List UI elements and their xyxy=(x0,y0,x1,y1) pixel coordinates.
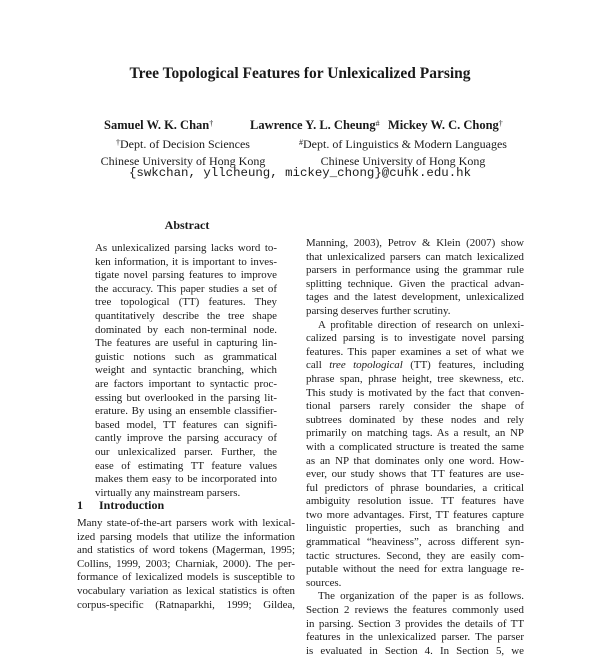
body-line: parsing deserves further scrutiny. xyxy=(306,304,451,317)
abstract-line: The features are useful in capturing lin- xyxy=(95,337,277,350)
right-column-body xyxy=(306,237,524,658)
body-line: ambiguity resolution issue. TT features have xyxy=(306,495,524,508)
author-3-mark: † xyxy=(498,119,503,128)
body-line: with a complicated structure is treated the same xyxy=(306,440,524,453)
affiliation-2-dept xyxy=(288,137,518,154)
body-line: grammatical “heaviness”, across different syn- xyxy=(306,536,524,549)
author-2 xyxy=(250,116,380,136)
body-line: subtrees dominated by these nodes and rely xyxy=(306,413,524,426)
affiliation-2 xyxy=(288,137,518,169)
abstract-line: makes them easy to be incorporated into xyxy=(95,473,277,486)
author-line xyxy=(0,116,600,134)
body-line: ever, our study shows that TT features are use- xyxy=(306,468,524,481)
abstract-line: virtually any mainstream parsers. xyxy=(95,486,241,499)
body-line: putable without the need for extra language re- xyxy=(306,563,524,576)
author-1-name: Samuel W. K. Chan xyxy=(104,118,210,132)
author-2-name: Lawrence Y. L. Cheung xyxy=(250,118,376,132)
abstract-line: based model, TT features can signifi- xyxy=(95,418,277,431)
intro-line: Many state-of-the-art parsers work with lexical- xyxy=(77,517,295,529)
body-line: sources. xyxy=(306,576,342,589)
body-line: is evaluated in Section 4. In Section 5, we xyxy=(306,644,524,657)
body-line: two more advantages. First, TT features capture xyxy=(306,508,524,521)
abstract-line: tree topological (TT) features. They xyxy=(95,296,277,309)
abstract-heading: Abstract xyxy=(164,218,210,232)
section-title: Introduction xyxy=(99,498,165,512)
section-number: 1 xyxy=(77,498,83,512)
author-email: {swkchan, yllcheung, mickey_chong}@cuhk.edu.hk xyxy=(128,166,472,180)
body-line: splitting technique. Given the practical advan- xyxy=(306,277,524,290)
abstract-line: cantly improve the parsing accuracy of xyxy=(95,432,277,445)
affiliation-1 xyxy=(98,137,268,169)
intro-line: ized parsing models that utilize the information xyxy=(77,530,295,543)
abstract-line: the accuracy. This paper studies a set of xyxy=(95,282,277,295)
body-line: This study is motivated by the fact that conven- xyxy=(306,386,524,399)
term-tree-topological: tree topological xyxy=(329,359,403,372)
affiliation-1-mark: † xyxy=(116,138,121,147)
body-line: phrase span, phrase height, tree skewness, etc. xyxy=(306,372,524,385)
abstract-line: dominated by each non-terminal node. xyxy=(95,323,277,336)
body-line xyxy=(306,359,524,373)
body-line: linguistic properties, such as branching and xyxy=(306,522,524,535)
author-3 xyxy=(388,116,503,136)
abstract-line: ken information, it is important to inves- xyxy=(95,255,277,268)
body-line: that unlexicalized parsers can match lexicalized xyxy=(306,250,524,263)
abstract-line: tigate novel parsing features to improve xyxy=(95,269,277,282)
body-line: Manning, 2003), Petrov & Klein (2007) show xyxy=(306,237,524,249)
section-heading-introduction xyxy=(77,498,164,512)
body-line: in parsing. Section 3 provides the details of TT xyxy=(306,617,524,630)
affiliation-1-dept-text: Dept. of Decision Sciences xyxy=(120,137,250,151)
abstract-line: ease of estimating TT feature values xyxy=(95,459,277,472)
intro-line: Collins, 1999, 2003; Charniak, 2000). The per- xyxy=(77,557,295,570)
affiliation-2-institution: Chinese University of Hong Kong xyxy=(320,153,486,168)
affiliation-2-mark: # xyxy=(299,138,304,147)
body-line: tactic structures. Second, they are easily com- xyxy=(306,549,524,562)
affiliation-1-institution: Chinese University of Hong Kong xyxy=(100,153,266,168)
abstract-line: weight and syntactic branching, which xyxy=(95,364,277,377)
author-1 xyxy=(104,116,213,136)
abstract-line: essing but overlooked in the parsing lit- xyxy=(95,391,277,404)
abstract-line: quantitatively describe the tree shape xyxy=(95,309,277,322)
body-line: tional parsers rarely consider the shape of xyxy=(306,400,524,413)
body-text: call xyxy=(306,359,322,372)
introduction-body xyxy=(77,517,295,612)
abstract-body xyxy=(95,242,277,500)
affiliation-1-dept xyxy=(98,137,268,154)
body-line: calized parsing is to investigate novel parsing xyxy=(306,332,524,345)
intro-line: corpus-specific (Ratnaparkhi, 1999; Gildea, xyxy=(77,598,295,611)
abstract-line: erature. By using an ensemble classifier- xyxy=(95,405,277,418)
body-line: The organization of the paper is as follows. xyxy=(318,590,524,603)
abstract-line: As unlexicalized parsing lacks word to- xyxy=(95,242,277,254)
author-2-mark: # xyxy=(375,119,380,128)
intro-line: formance of lexicalized models is susceptible to xyxy=(77,571,295,584)
abstract-line: our unlexicalized parser. Further, the xyxy=(95,445,277,458)
body-line: A profitable direction of research on unlexi- xyxy=(318,318,524,331)
abstract-line: guistic notions such as grammatical xyxy=(95,350,277,363)
body-line: tages and the latest development, unlexicalized xyxy=(306,291,524,304)
affiliation-2-dept-text: Dept. of Linguistics & Modern Languages xyxy=(303,137,507,151)
intro-line: and statistics of word tokens (Magerman, 1995; xyxy=(77,544,295,557)
body-line: Section 2 reviews the features commonly used xyxy=(306,604,524,617)
body-line: as an NP that dominates only one word. How- xyxy=(306,454,524,467)
body-line: primarily on matching tags. As a result, an NP xyxy=(306,427,524,440)
author-3-name: Mickey W. C. Chong xyxy=(388,118,499,132)
paper-title: Tree Topological Features for Unlexicalized Parsing xyxy=(129,65,471,82)
intro-line: vocabulary variation as lexical statistics is often xyxy=(77,584,295,597)
body-line: features in the unlexicalized parser. The parser xyxy=(306,631,524,644)
author-1-mark: † xyxy=(209,119,214,128)
body-line: parsers in performance using the grammar rule xyxy=(306,264,524,277)
body-text: (TT) features, including xyxy=(410,359,525,372)
body-line: features. This paper examines a set of what we xyxy=(306,345,524,358)
body-line: ful predictors of phrase boundaries, a critical xyxy=(306,481,524,494)
abstract-line: are factors important to syntactic proc- xyxy=(95,377,277,390)
